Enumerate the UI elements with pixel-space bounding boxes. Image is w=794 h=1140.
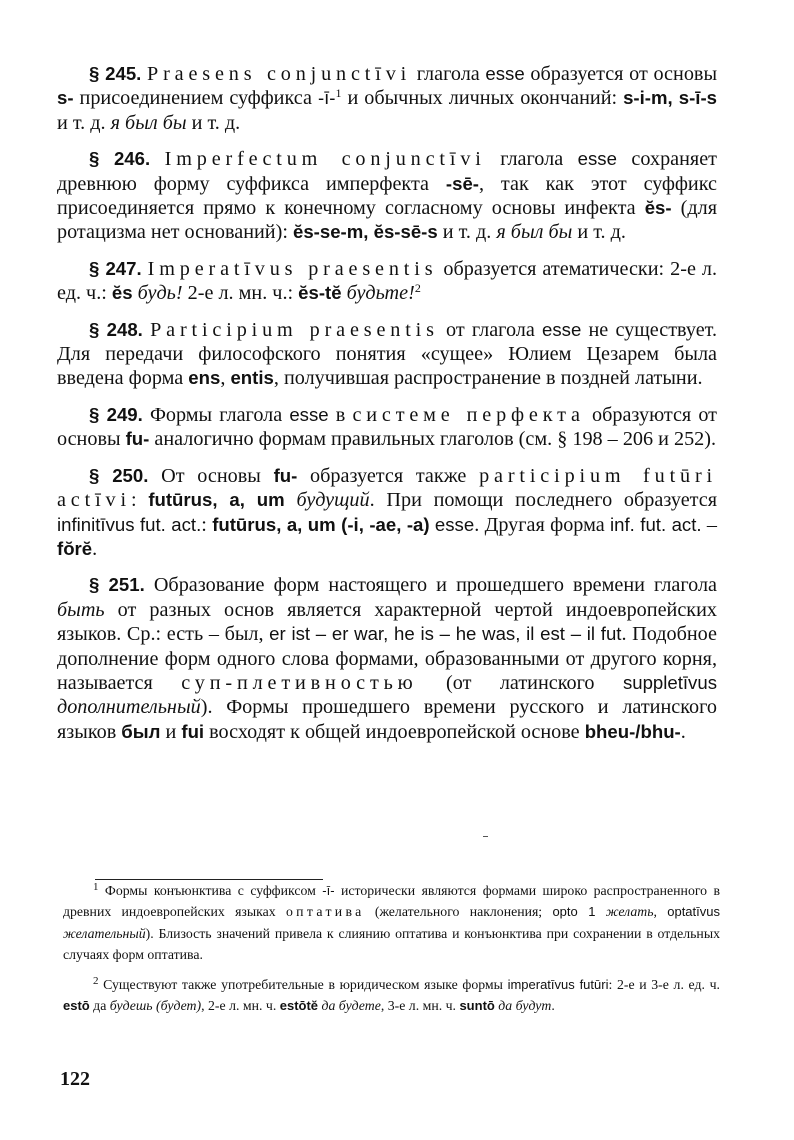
latin-term: imperatīvus futūri	[507, 976, 609, 992]
text: глагола	[411, 63, 486, 85]
paragraph-250	[57, 464, 717, 562]
stray-mark	[483, 836, 488, 837]
text: . Подобное дополнение форм одного слова формами, образованными от другого корня, называется	[57, 623, 717, 694]
text: ). Близость значений привела к слиянию оптатива и конъюнктива при сохранении в отдельных случаях форм оптатива.	[63, 925, 720, 963]
paragraph-249	[57, 403, 717, 452]
text: образуется также	[297, 464, 480, 487]
latin-term: Imperfectum conjunctīvi	[164, 148, 486, 171]
text: и обычных личных окончаний:	[341, 87, 624, 110]
text	[595, 904, 605, 919]
footnote-mark: 2	[93, 974, 99, 987]
text: ,	[220, 367, 231, 390]
suffix: -ī-	[317, 87, 336, 109]
text: :	[130, 489, 149, 512]
text: восходят к общей индоевропейской основе	[204, 720, 585, 743]
text: от глагола	[438, 318, 543, 341]
text: От основы	[148, 464, 274, 487]
latin-word: esse	[542, 318, 582, 340]
gloss: желать	[605, 904, 654, 920]
latin-term: infinitīvus fut. act.	[57, 513, 202, 535]
text: сохраняет древнюю форму суффикса имперфекта	[57, 148, 718, 195]
text: :	[201, 513, 213, 536]
text: присоединением суффикса	[73, 87, 318, 110]
spaced-term: оптатива	[285, 904, 365, 920]
latin-term: Praesens conjunctīvi	[147, 63, 412, 85]
text: . Другая форма	[474, 513, 611, 536]
text: от разных основ является характерной чертой индоевропейских языков. Ср.: есть – был,	[57, 598, 717, 646]
stem: s-	[57, 87, 74, 109]
foreign-examples: er ist – er war, he is – he was, il est – il fut	[269, 623, 622, 645]
latin-forms: ĕs-se-m, ĕs-sē-s	[293, 221, 438, 243]
text: и т. д.	[437, 221, 497, 244]
footnote-2	[63, 974, 720, 1017]
latin-word: esse	[434, 513, 475, 535]
section-number: § 248.	[89, 318, 143, 340]
text: образуется атематически: 2-е л. ед. ч.:	[57, 257, 718, 305]
text: аналогично формам правильных глаголов (см. § 198 – 206 и 252).	[149, 428, 717, 451]
latin-form: entis	[230, 367, 274, 389]
latin-form: suntō	[459, 998, 495, 1014]
gloss: будь!	[137, 282, 183, 305]
text: в	[328, 403, 353, 426]
text: и т. д.	[572, 221, 626, 244]
text: и т. д.	[57, 111, 111, 134]
latin-term: inf. fut. act.	[610, 513, 702, 535]
text: 2-е л. мн. ч.:	[182, 282, 299, 305]
stem: fu-	[125, 428, 150, 450]
latin-form: fui	[181, 720, 205, 742]
latin-word: optatīvus	[667, 904, 720, 920]
text: и	[160, 720, 182, 743]
gloss: будешь (будет)	[109, 998, 202, 1014]
latin-form: ens	[188, 367, 221, 389]
text: глагола	[485, 148, 578, 171]
footnote-mark: 1	[93, 881, 99, 893]
text: исторически являются формами широко распространенного в древних индоевропейских языках	[63, 883, 720, 920]
latin-word: suppletīvus	[622, 671, 717, 693]
page-number: 122	[60, 1068, 90, 1090]
text: ). Формы прошедшего времени русского и латинского языков	[57, 696, 717, 743]
gloss: я был бы	[110, 111, 187, 134]
section-number: § 251.	[89, 574, 145, 596]
russian-form: был	[121, 720, 161, 742]
text: Образование форм настоящего и прошедшего времени глагола	[144, 574, 717, 597]
footnote-1	[63, 880, 720, 966]
text: (от латинского	[417, 671, 623, 694]
paragraph-251	[57, 573, 717, 744]
gloss: будущий	[296, 489, 370, 512]
gloss: я был бы	[496, 221, 573, 244]
text: Формы конъюнктива с суффиксом	[98, 883, 323, 898]
text: .	[551, 998, 555, 1014]
gloss: желательный	[63, 925, 146, 941]
paragraph-245	[57, 62, 717, 135]
gloss: будьте!	[346, 282, 415, 305]
page-body	[57, 62, 717, 756]
spaced-term: суп-плетивностью	[181, 671, 418, 694]
latin-form: ĕs-tĕ	[298, 282, 342, 304]
text: (для ротацизма нет оснований):	[57, 197, 717, 244]
latin-word: esse	[485, 63, 525, 84]
text: , 3-е л. мн. ч.	[380, 998, 460, 1014]
latin-term: participium futūri actīvi	[57, 464, 717, 512]
gloss: да будут	[498, 998, 552, 1014]
latin-term: Participium praesentis	[150, 318, 439, 341]
latin-forms: s-i-m, s-ī-s	[623, 87, 717, 109]
text: и т. д.	[186, 111, 241, 134]
footnote-ref: 2	[414, 281, 421, 296]
text: Существуют также употребительные в юридическом языке формы	[98, 976, 508, 992]
section-number: § 246.	[89, 148, 151, 170]
paragraph-247	[57, 257, 717, 306]
latin-word: esse	[577, 148, 617, 170]
text: .	[92, 537, 98, 560]
root: bheu-/bhu-	[584, 720, 681, 742]
paragraph-248	[57, 318, 717, 391]
stem: fu-	[273, 464, 298, 486]
text: да	[89, 998, 110, 1014]
section-number: § 249.	[89, 403, 143, 425]
text: образуются от основы	[57, 403, 717, 451]
paragraph-246	[57, 147, 717, 245]
text: .	[680, 720, 686, 743]
text: –	[701, 513, 717, 536]
gloss: да будете	[321, 998, 381, 1014]
latin-form: fŏrĕ	[57, 537, 93, 559]
text: , так как этот суффикс присоединяется прямо к конечному согласному основы инфекта	[57, 172, 717, 220]
gloss: дополнительный	[57, 696, 201, 719]
latin-forms: futūrus, a, um (-i, -ae, -a)	[212, 513, 430, 535]
suffix: -sē-	[445, 172, 479, 194]
latin-term: Imperatīvus praesentis	[147, 257, 438, 280]
latin-form: estōtĕ	[279, 998, 319, 1014]
footnotes	[63, 880, 720, 1024]
section-number: § 247.	[89, 257, 142, 279]
text: (желательного наклонения;	[364, 904, 553, 920]
latin-form: estō	[63, 998, 90, 1014]
text: : 2-е и 3-е л. ед. ч.	[608, 976, 721, 992]
section-number: § 245.	[89, 63, 142, 84]
gloss: быть	[57, 598, 105, 621]
footnote-ref: 1	[335, 86, 342, 101]
text: Формы глагола	[142, 403, 290, 426]
text: , получившая распространение в поздней латыни.	[273, 367, 703, 390]
text: ,	[653, 904, 668, 920]
spaced-term: системе перфекта	[352, 403, 585, 426]
text: . При помощи последнего образуется	[369, 489, 717, 512]
suffix: -ī-	[322, 883, 335, 898]
text: образуется от основы	[524, 63, 718, 85]
latin-forms: futūrus, a, um	[148, 489, 285, 511]
latin-word: opto 1	[552, 904, 596, 920]
text: не существует. Для передачи философского понятия «сущее» Юлием Цезарем была введена форма	[57, 318, 718, 390]
section-number: § 250.	[89, 464, 149, 486]
stem: ĕs-	[644, 197, 672, 219]
latin-word: esse	[289, 403, 329, 425]
latin-form: ĕs	[111, 282, 133, 304]
text: , 2-е л. мн. ч.	[201, 998, 280, 1014]
